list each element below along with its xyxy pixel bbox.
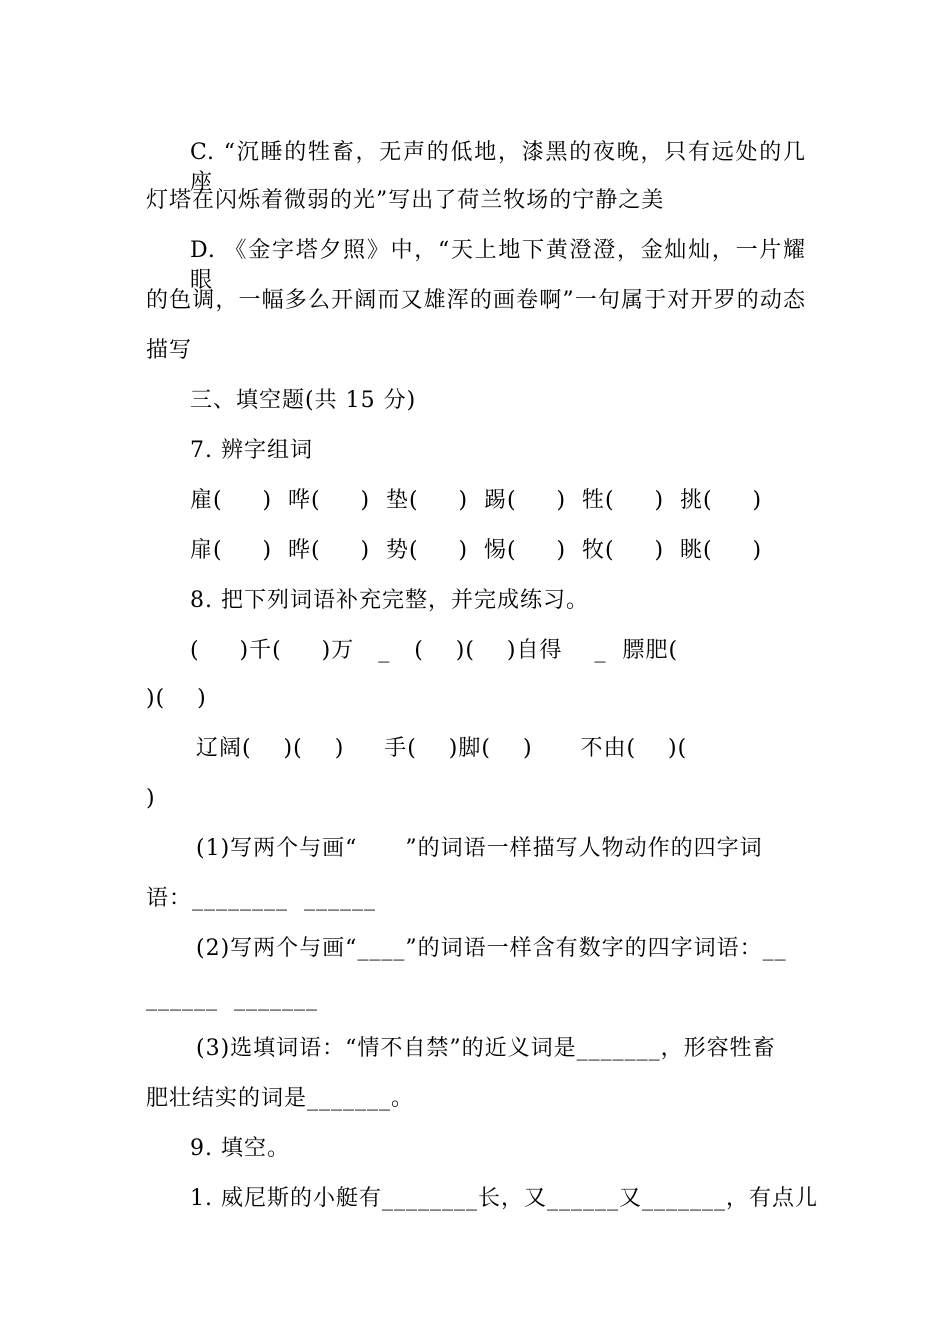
question-8-title: 8. 把下列词语补充完整，并完成练习。 <box>190 588 589 613</box>
word-blank: 垫( ) <box>386 488 469 513</box>
option-d-line-1: D. 《金字塔夕照》中，“天上地下黄澄澄，金灿灿，一片耀眼 <box>190 238 806 293</box>
subquestion-2-line-2: ______ _______ <box>146 986 318 1011</box>
option-c-line-1: C. “沉睡的牲畜，无声的低地，漆黑的夜晚，只有远处的几座 <box>190 140 806 195</box>
word-blank: 踢( ) <box>484 488 567 513</box>
subquestion-1-line-2: 语：________ ______ <box>146 886 376 911</box>
question-7-row-1 <box>190 486 806 516</box>
word-blank: 雇( ) <box>190 488 273 513</box>
question-8-row-1: ( )千( )万 _ ( )( )自得 _ 膘肥( <box>190 638 679 663</box>
question-8-row-2: 辽阔( )( ) 手( )脚( ) 不由( )( <box>196 736 688 761</box>
section-3-heading: 三、填空题(共 15 分) <box>190 388 417 413</box>
option-d-line-2: 的色调，一幅多么开阔而又雄浑的画卷啊”一句属于对开罗的动态 <box>146 288 806 313</box>
option-c-line-2: 灯塔在闪烁着微弱的光”写出了荷兰牧场的宁静之美 <box>146 188 665 213</box>
question-8-row-1-cont: )( ) <box>146 686 207 711</box>
word-blank: 扉( ) <box>190 538 273 563</box>
word-blank: 哗( ) <box>288 488 371 513</box>
question-8-row-2-cont: ) <box>146 786 156 811</box>
question-7-title: 7. 辨字组词 <box>190 438 313 463</box>
subquestion-1-line-1: (1)写两个与画“ ”的词语一样描写人物动作的四字词 <box>196 836 763 861</box>
word-blank: 牧( ) <box>582 538 665 563</box>
subquestion-2-line-1: (2)写两个与画“____”的词语一样含有数字的四字词语：__ <box>196 936 787 961</box>
option-d-line-3: 描写 <box>146 338 193 363</box>
word-blank: 挑( ) <box>680 488 763 513</box>
subquestion-3-line-1: (3)选填词语：“情不自禁”的近义词是_______，形容牲畜 <box>196 1036 776 1061</box>
question-9-item-1: 1. 威尼斯的小艇有________长，又______又_______，有点儿 <box>190 1186 818 1211</box>
word-blank: 牲( ) <box>582 488 665 513</box>
word-blank: 势( ) <box>386 538 469 563</box>
subquestion-3-line-2: 肥壮结实的词是_______。 <box>146 1086 415 1111</box>
question-9-title: 9. 填空。 <box>190 1136 290 1161</box>
word-blank: 眺( ) <box>680 538 763 563</box>
question-7-row-2 <box>190 536 806 566</box>
word-blank: 惕( ) <box>484 538 567 563</box>
word-blank: 晔( ) <box>288 538 371 563</box>
